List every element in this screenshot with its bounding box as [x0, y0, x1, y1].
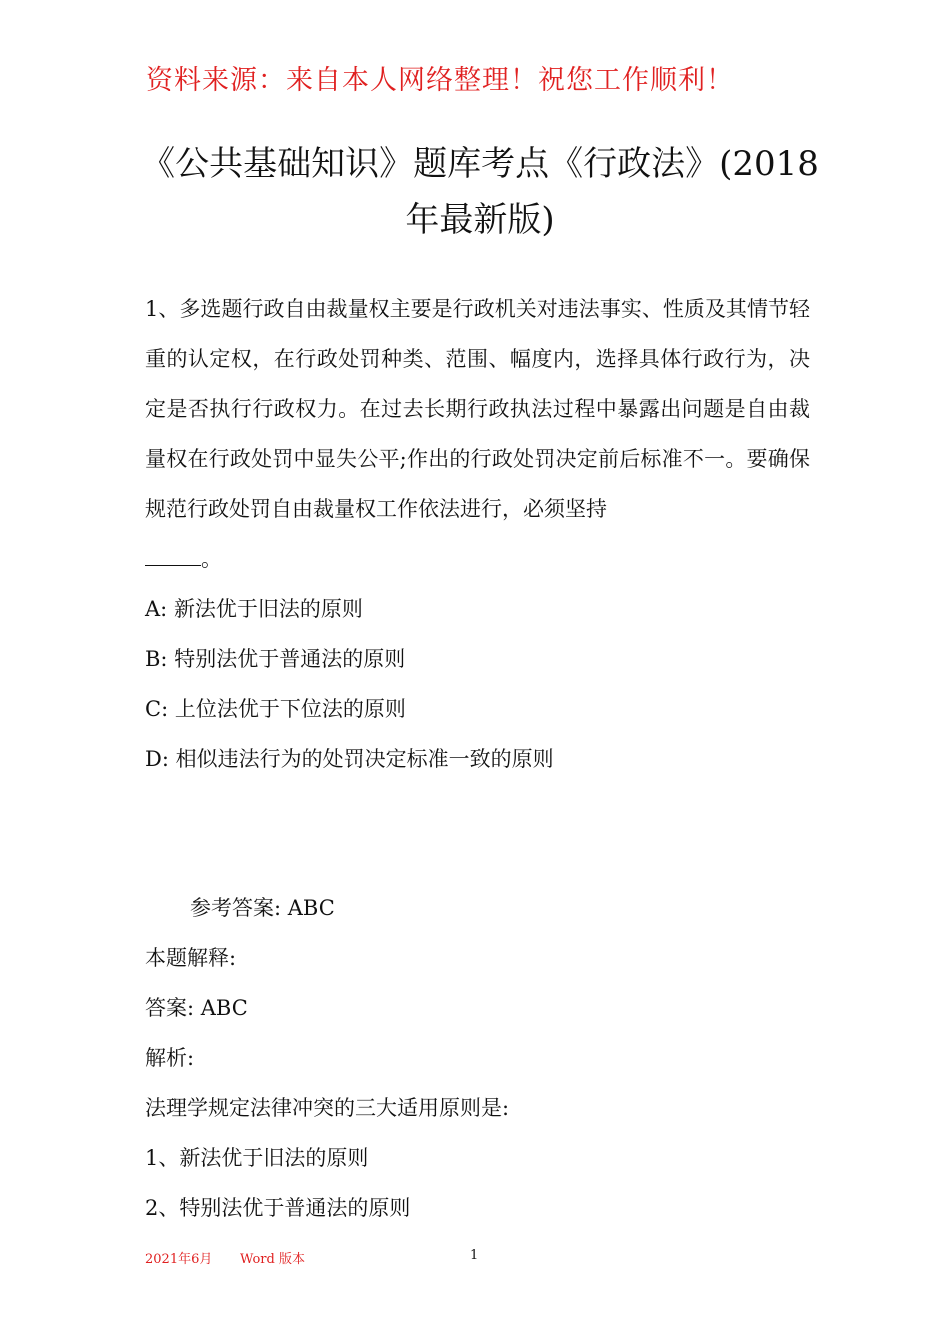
option-text: 特别法优于普通法的原则	[174, 647, 406, 671]
option-d	[145, 734, 810, 784]
page-footer	[145, 1248, 545, 1268]
option-label: C:	[145, 697, 169, 721]
option-text: 上位法优于下位法的原则	[174, 697, 406, 721]
option-c	[145, 684, 810, 734]
title-line-2: 年最新版)	[405, 200, 555, 240]
answer-blank	[145, 547, 201, 566]
analysis-answer: 答案: ABC	[145, 996, 248, 1020]
source-banner: 资料来源：来自本人网络整理！祝您工作顺利！	[146, 65, 734, 96]
title-line-1: 《公共基础知识》题库考点《行政法》(2018	[141, 144, 819, 184]
option-label: D:	[145, 747, 169, 771]
option-b	[145, 634, 810, 684]
question-text	[145, 284, 810, 584]
analysis-heading: 本题解释:	[145, 946, 237, 970]
option-text: 新法优于旧法的原则	[173, 597, 363, 621]
option-text: 相似违法行为的处罚决定标准一致的原则	[175, 747, 554, 771]
analysis-label: 解析:	[145, 1046, 195, 1070]
page-number: 1	[470, 1248, 479, 1263]
question-end-mark: 。	[201, 547, 222, 571]
document-title	[140, 136, 820, 248]
footer-version: Word 版本	[240, 1252, 305, 1267]
option-label: A:	[145, 597, 168, 621]
option-a	[145, 584, 810, 634]
option-label: B:	[145, 647, 168, 671]
analysis-text: 法理学规定法律冲突的三大适用原则是:	[145, 1096, 510, 1120]
analysis-point-2: 2、特别法优于普通法的原则	[145, 1196, 411, 1220]
question-block	[145, 284, 810, 784]
footer-date: 2021年6月	[145, 1252, 213, 1267]
question-stem: 1、多选题行政自由裁量权主要是行政机关对违法事实、性质及其情节轻重的认定权，在行政处罚种类、范围、幅度内，选择具体行政行为，决定是否执行行政权力。在过去长期行政执法过程中暴露出问题是自由裁量权在行政处罚中显失公平;作出的行政处罚决定前后标准不一。要确保规范行政处罚自由裁量权工作依法进行，必须坚持	[145, 297, 810, 521]
analysis-point-1: 1、新法优于旧法的原则	[145, 1146, 369, 1170]
analysis-block	[145, 933, 810, 1233]
reference-answer: 参考答案: ABC	[190, 896, 335, 920]
